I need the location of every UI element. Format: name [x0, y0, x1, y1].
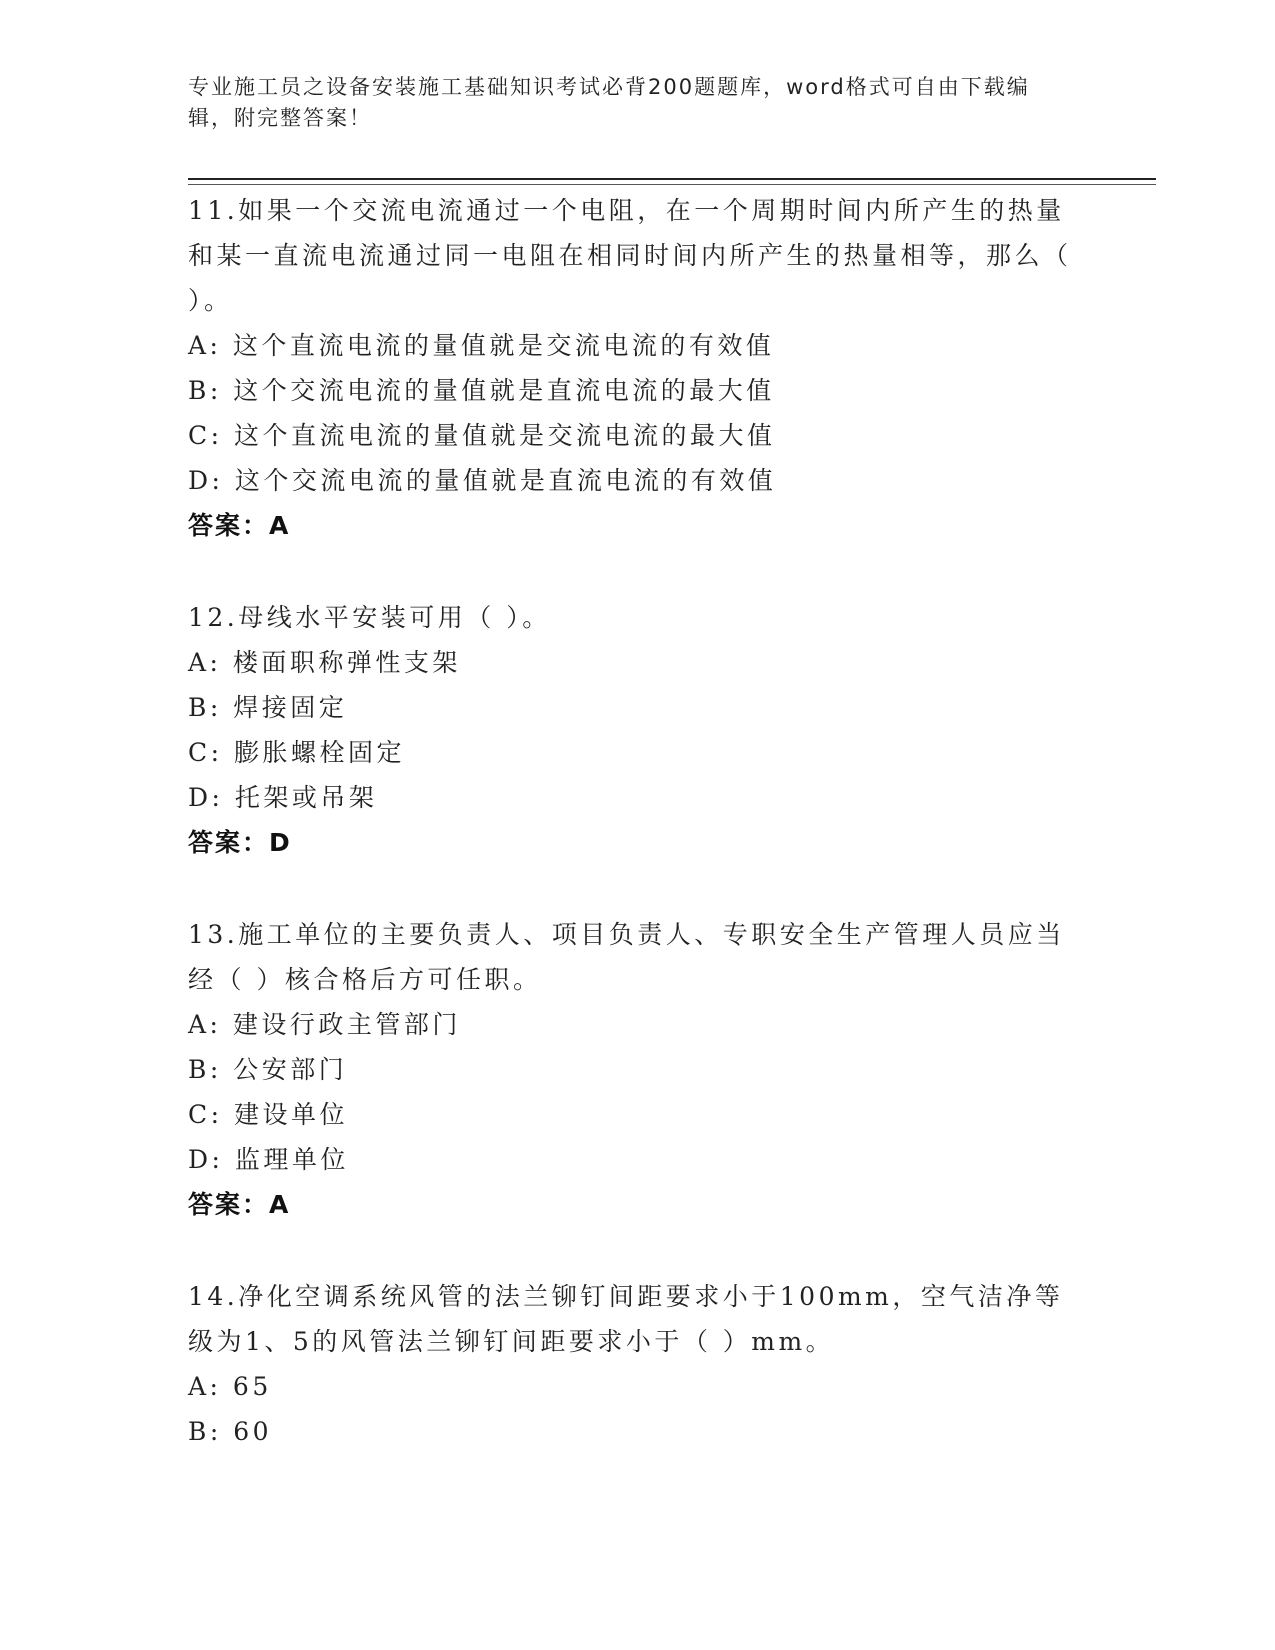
- option-a: A: 楼面职称弹性支架: [188, 648, 461, 677]
- option-d: D: 托架或吊架: [188, 783, 378, 812]
- option-a: A: 建设行政主管部门: [188, 1010, 461, 1039]
- option-b: B: 60: [188, 1417, 273, 1446]
- question-list: [188, 188, 1088, 1454]
- option-d: D: 监理单位: [188, 1145, 349, 1174]
- question-12: [188, 595, 1088, 865]
- option-c: C: 建设单位: [188, 1100, 348, 1129]
- question-stem: 12.母线水平安装可用（ ）。: [188, 603, 551, 632]
- option-b: B: 这个交流电流的量值就是直流电流的最大值: [188, 376, 775, 405]
- question-11: [188, 188, 1088, 548]
- option-a: A: 这个直流电流的量值就是交流电流的有效值: [188, 331, 775, 360]
- question-stem: 13.施工单位的主要负责人、项目负责人、专职安全生产管理人员应当经（ ）核合格后方可任职。: [188, 920, 1065, 994]
- question-stem: 14.净化空调系统风管的法兰铆钉间距要求小于100mm，空气洁净等级为1、5的风管法兰铆钉间距要求小于（ ）mm。: [188, 1282, 1064, 1356]
- question-stem: 11.如果一个交流电流通过一个电阻，在一个周期时间内所产生的热量和某一直流电流通过同一电阻在相同时间内所产生的热量相等，那么（ ）。: [188, 196, 1072, 315]
- header-divider-thin: [188, 184, 1156, 185]
- option-d: D: 这个交流电流的量值就是直流电流的有效值: [188, 466, 777, 495]
- option-b: B: 公安部门: [188, 1055, 348, 1084]
- answer-label: 答案：A: [188, 511, 291, 540]
- option-b: B: 焊接固定: [188, 693, 348, 722]
- option-a: A: 65: [188, 1372, 272, 1401]
- answer-label: 答案：A: [188, 1190, 291, 1219]
- document-header: 专业施工员之设备安装施工基础知识考试必背200题题库，word格式可自由下载编辑，附完整答案！: [188, 75, 1030, 130]
- question-13: [188, 912, 1088, 1227]
- option-c: C: 这个直流电流的量值就是交流电流的最大值: [188, 421, 776, 450]
- option-c: C: 膨胀螺栓固定: [188, 738, 405, 767]
- header-divider: [188, 178, 1156, 180]
- question-14: [188, 1274, 1088, 1454]
- answer-label: 答案：D: [188, 828, 292, 857]
